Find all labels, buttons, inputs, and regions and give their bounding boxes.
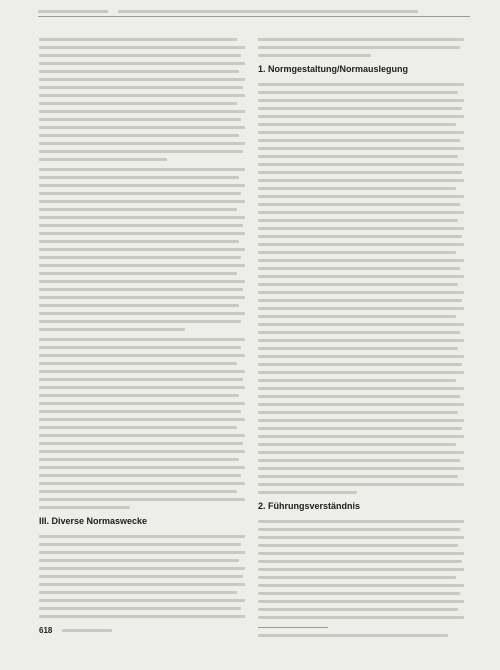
section-heading: 2. Führungsverständnis xyxy=(258,501,361,511)
running-head-placeholder xyxy=(38,10,108,13)
body-paragraph xyxy=(258,520,464,619)
footnote-rule xyxy=(258,627,328,628)
section-heading: 1. Normgestaltung/Normauslegung xyxy=(258,64,409,74)
left-column xyxy=(39,38,245,618)
section-heading: III. Diverse Normaswecke xyxy=(39,516,148,526)
right-column xyxy=(258,38,464,618)
body-paragraph xyxy=(39,38,245,161)
body-paragraph xyxy=(39,535,245,618)
page-number: 618 xyxy=(39,626,53,635)
footer-placeholder xyxy=(62,629,112,632)
running-head-placeholder xyxy=(118,10,418,13)
footnote xyxy=(258,634,464,637)
body-paragraph xyxy=(39,338,245,509)
running-head-rule xyxy=(38,10,470,17)
body-paragraph xyxy=(39,168,245,331)
body-paragraph xyxy=(258,83,464,494)
body-paragraph xyxy=(258,38,464,57)
